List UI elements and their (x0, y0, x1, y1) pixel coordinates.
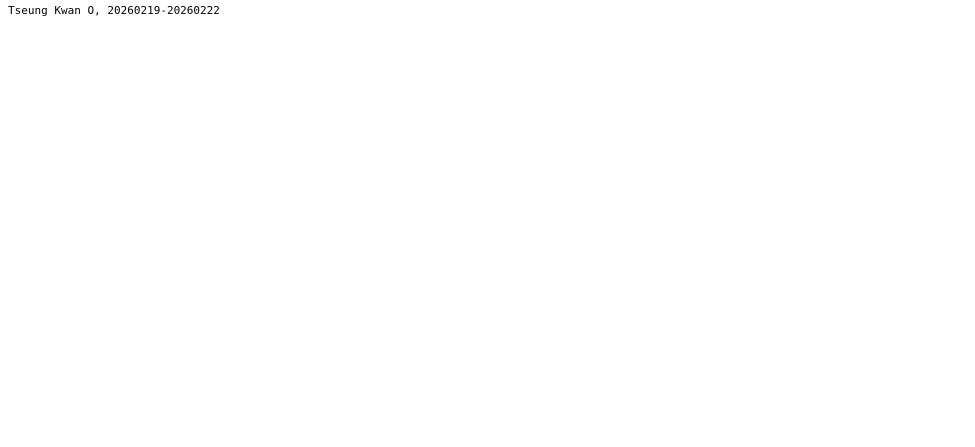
page-title: Tseung Kwan O, 20260219-20260222 (8, 4, 220, 17)
